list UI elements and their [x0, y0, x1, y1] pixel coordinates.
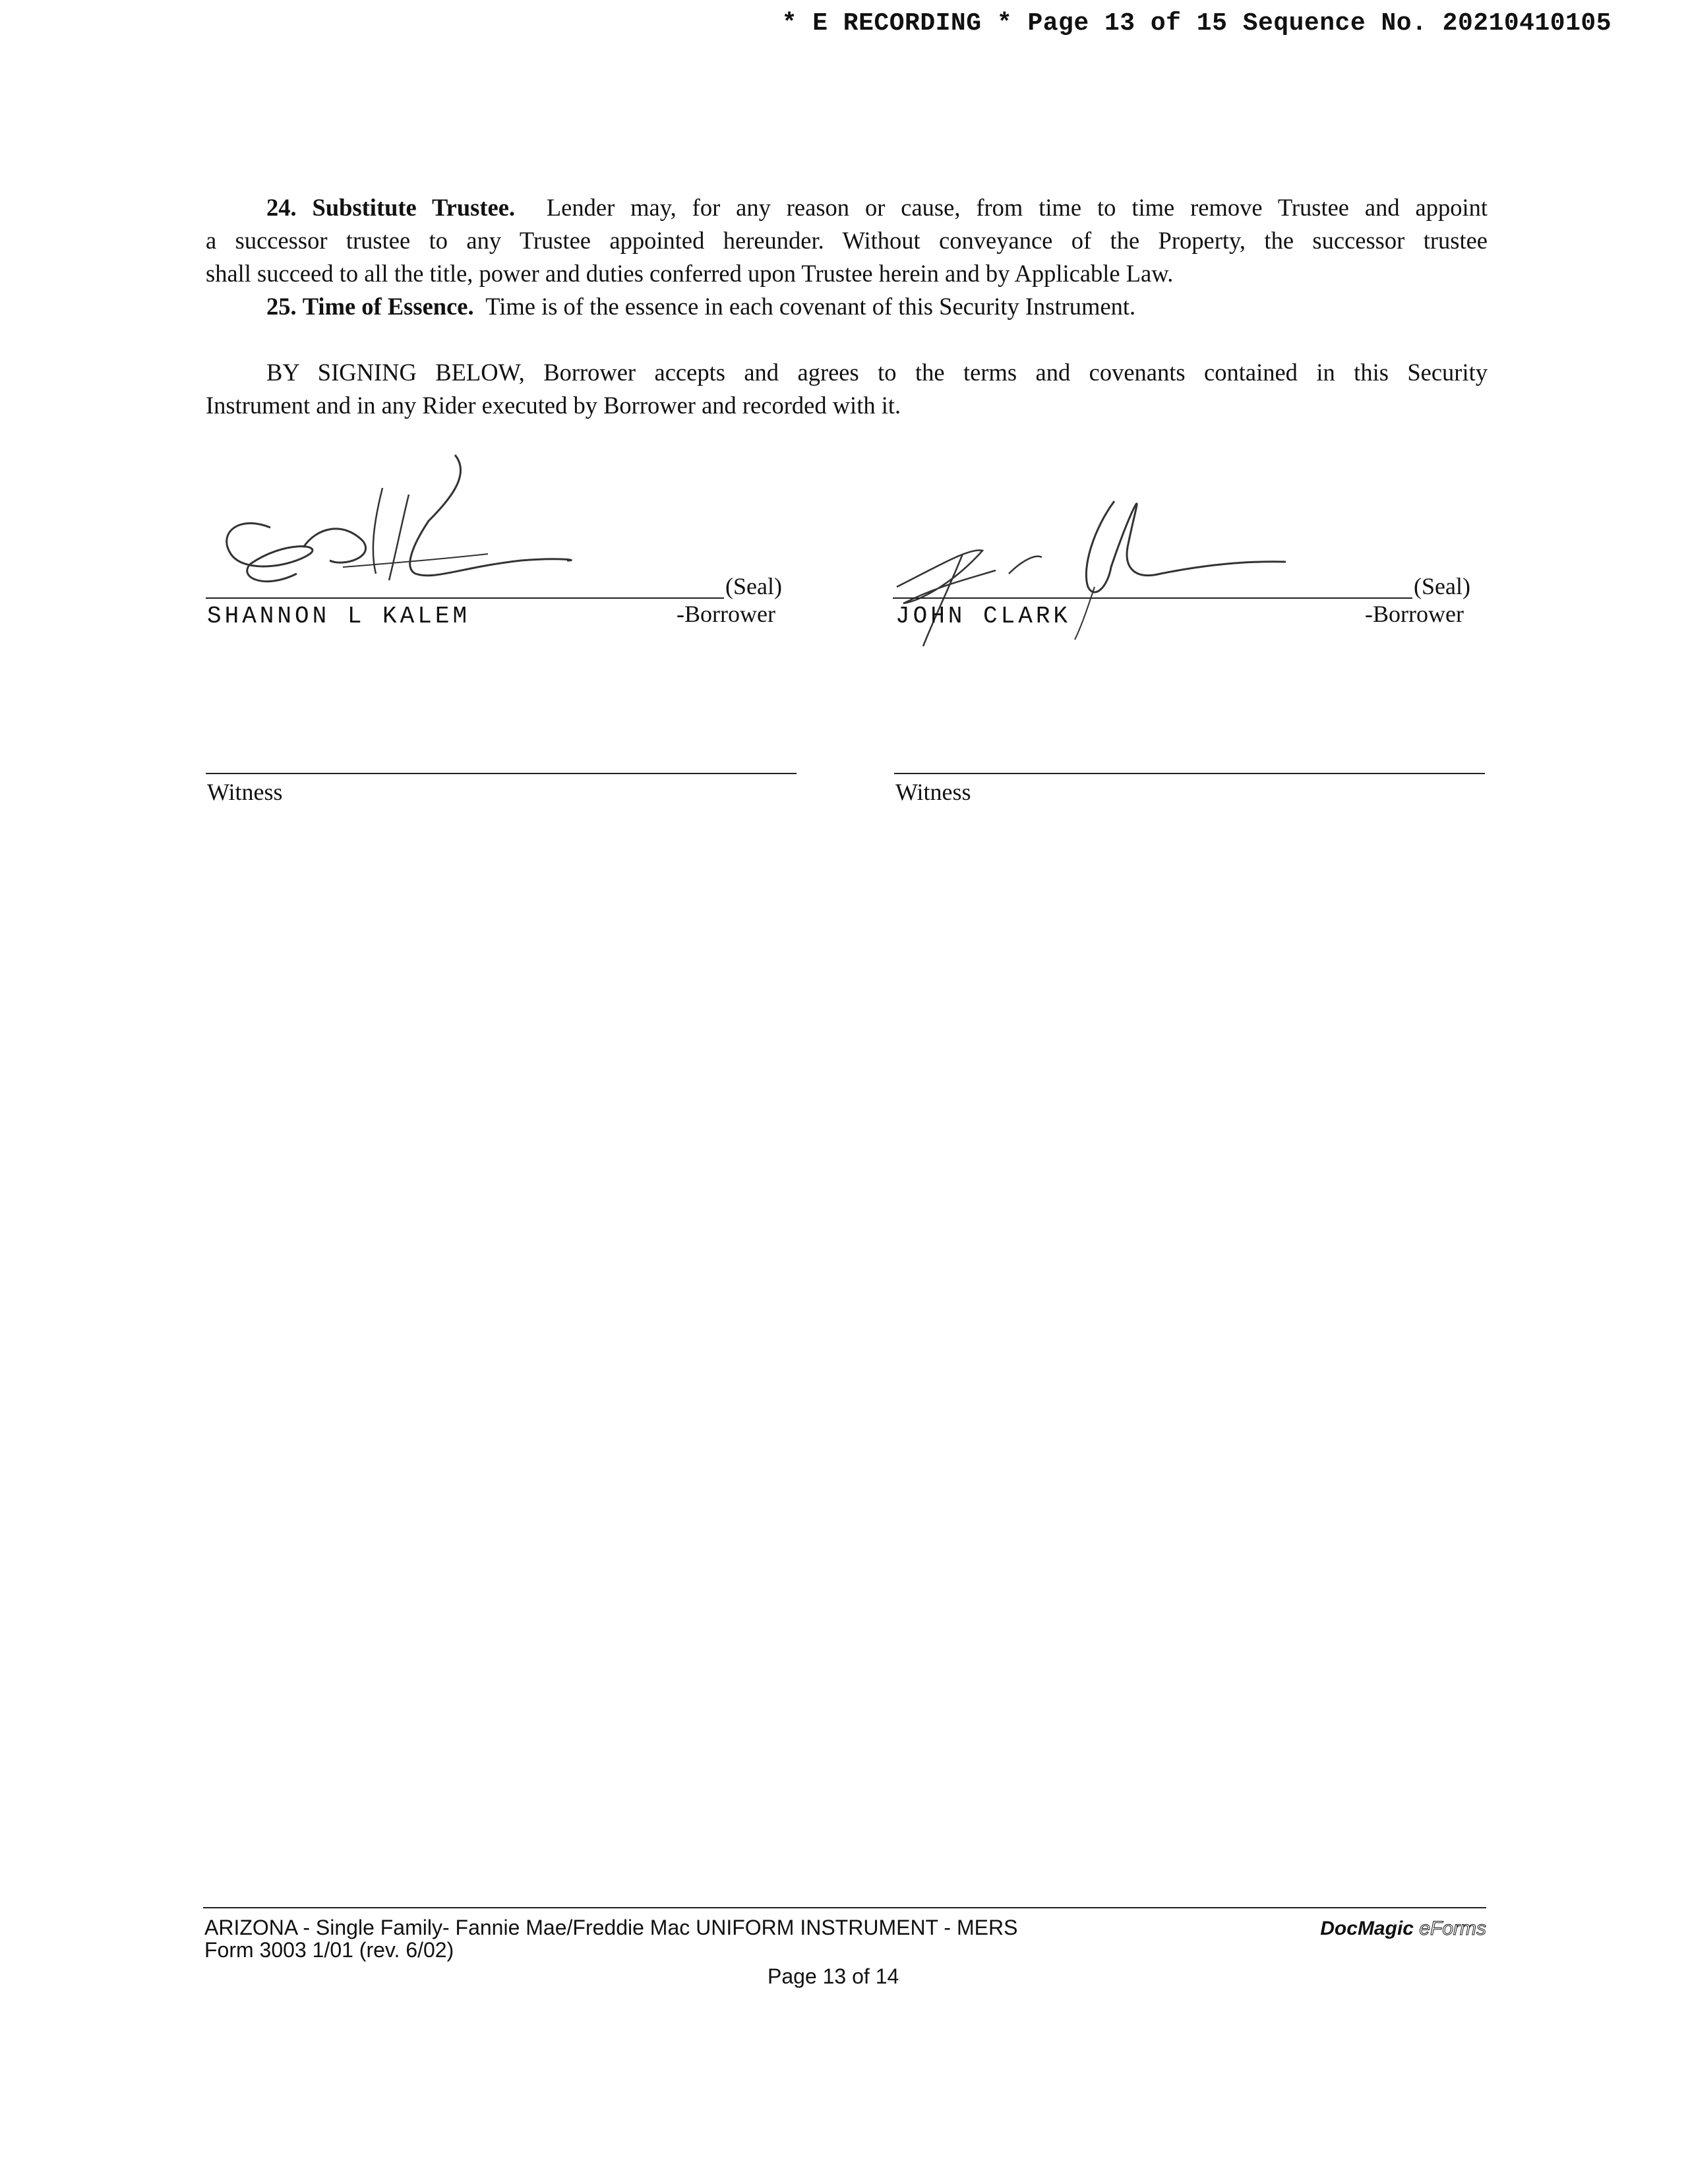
witness-1-label: Witness — [207, 779, 283, 805]
footer-form-title: ARIZONA - Single Family- Fannie Mae/Freddie Mac UNIFORM INSTRUMENT - MERS — [204, 1916, 1018, 1939]
section-24-line-2: a successor trustee to any Trustee appointed hereunder. Without conveyance of the Property, the successor trustee — [206, 227, 1488, 254]
section-24-number: 24. — [266, 194, 297, 221]
eforms-logo-text: eForms — [1419, 1918, 1486, 1939]
footer-rule — [203, 1907, 1486, 1908]
section-24-line-1 — [206, 191, 1488, 224]
borrower-2-seal: (Seal) — [1414, 573, 1470, 599]
borrower-1-role: -Borrower — [677, 601, 775, 627]
witness-2-label: Witness — [895, 779, 971, 805]
signature-john-clark — [884, 488, 1306, 659]
section-24 — [206, 191, 1488, 422]
borrower-1-signature-line — [206, 597, 724, 599]
section-24-text-1: Lender may, for any reason or cause, from time to time remove Trustee and appoint — [546, 194, 1488, 221]
witness-1-line — [206, 773, 797, 774]
borrower-2-role: -Borrower — [1365, 601, 1464, 627]
footer-form-number: Form 3003 1/01 (rev. 6/02) — [204, 1938, 454, 1962]
docmagic-logo-text: DocMagic — [1320, 1918, 1414, 1939]
borrower-1-seal: (Seal) — [725, 573, 782, 599]
signature-shannon-kalem — [211, 448, 580, 607]
spacer — [206, 323, 1488, 356]
signing-statement-line-1: BY SIGNING BELOW, Borrower accepts and agrees to the terms and covenants contained in this Security — [266, 359, 1488, 386]
signing-statement-line-2: Instrument and in any Rider executed by Borrower and recorded with it. — [206, 392, 901, 419]
borrower-2-signature-line — [893, 597, 1412, 599]
borrower-2-name: JOHN CLARK — [895, 603, 1071, 630]
section-25-text: Time is of the essence in each covenant of this Security Instrument. — [485, 293, 1136, 320]
recording-stamp: * E RECORDING * Page 13 of 15 Sequence No. 20210410105 — [781, 9, 1612, 38]
footer-page-number: Page 13 of 14 — [768, 1964, 899, 1988]
section-25-title: Time of Essence. — [302, 293, 474, 320]
section-24-line-3: shall succeed to all the title, power and duties conferred upon Trustee herein and by Applicable Law. — [206, 260, 1174, 287]
witness-2-line — [894, 773, 1485, 774]
section-25 — [206, 290, 1488, 323]
docmagic-logo — [1320, 1918, 1486, 1940]
section-24-title: Substitute Trustee. — [312, 194, 516, 221]
borrower-1-name: SHANNON L KALEM — [207, 603, 471, 630]
section-25-number: 25. — [266, 293, 297, 320]
